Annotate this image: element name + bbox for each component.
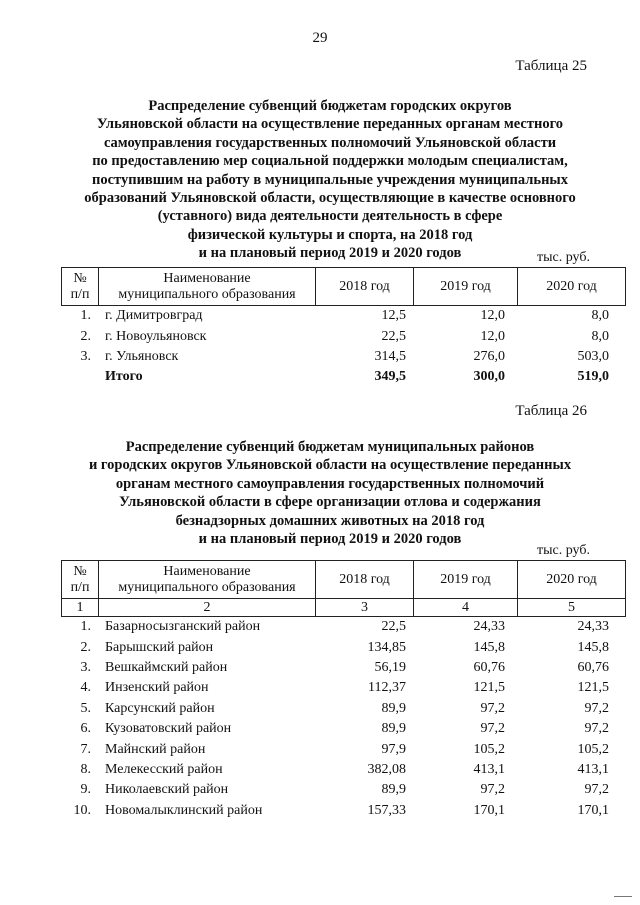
header-name-line2: муниципального образования bbox=[118, 579, 296, 595]
row-number: 4. bbox=[80, 680, 91, 696]
value-2018: 314,5 bbox=[374, 348, 406, 364]
value-2018: 89,9 bbox=[381, 782, 406, 798]
title-line: самоуправления государственных полномочий Ульяновской области bbox=[103, 134, 557, 151]
row-name: Вешкаймский район bbox=[105, 659, 228, 675]
value-2018: 97,9 bbox=[381, 741, 406, 757]
row-number: 8. bbox=[80, 761, 91, 777]
table-row bbox=[61, 699, 626, 719]
title-line: физической культуры и спорта, на 2018 год bbox=[187, 226, 473, 243]
row-name: Николаевский район bbox=[105, 782, 229, 798]
table-row bbox=[61, 658, 626, 678]
title-line: по предоставлению мер социальной поддержки молодым специалистам, bbox=[92, 153, 568, 170]
title-line: и городских округов Ульяновской области на осуществление переданных bbox=[88, 457, 572, 474]
value-2019: 105,2 bbox=[473, 741, 505, 757]
row-number: 9. bbox=[80, 782, 91, 798]
header-number-line1: № bbox=[73, 563, 87, 579]
row-number: 2. bbox=[80, 639, 91, 655]
header-number-cell bbox=[62, 561, 99, 599]
table-row bbox=[61, 780, 626, 800]
header-name-line1: Наименование bbox=[163, 270, 251, 286]
value-2018: 112,37 bbox=[368, 680, 406, 696]
header-name-line1: Наименование bbox=[163, 563, 251, 579]
column-number: 2 bbox=[99, 599, 316, 617]
total-number bbox=[61, 367, 97, 387]
row-number: 2. bbox=[80, 328, 91, 344]
total-2018: 349,5 bbox=[374, 369, 406, 385]
row-number: 1. bbox=[80, 619, 91, 635]
value-2018: 22,5 bbox=[381, 328, 406, 344]
header-name-cell bbox=[99, 561, 316, 599]
title-line: образований Ульяновской области, осуществляющие в качестве основного bbox=[84, 190, 576, 207]
column-number: 4 bbox=[414, 599, 518, 617]
value-2019: 60,76 bbox=[473, 659, 505, 675]
table-row bbox=[61, 306, 626, 326]
value-2020: 145,8 bbox=[577, 639, 609, 655]
header-2020: 2020 год bbox=[518, 268, 626, 306]
table-row bbox=[61, 637, 626, 657]
header-number-cell bbox=[62, 268, 99, 306]
table-25-body bbox=[61, 306, 626, 388]
value-2018: 134,85 bbox=[367, 639, 406, 655]
row-name: Инзенский район bbox=[105, 680, 209, 696]
row-name: Барышский район bbox=[105, 639, 214, 655]
value-2020: 97,2 bbox=[584, 782, 609, 798]
row-name: г. Ульяновск bbox=[105, 348, 179, 364]
value-2018: 157,33 bbox=[367, 802, 406, 818]
row-name: Карсунский район bbox=[105, 700, 215, 716]
row-name: Базарносызганский район bbox=[105, 619, 261, 635]
value-2018: 89,9 bbox=[381, 721, 406, 737]
total-2020: 519,0 bbox=[577, 369, 609, 385]
table-25-header bbox=[61, 267, 626, 306]
row-name: Мелекесский район bbox=[105, 761, 223, 777]
title-line: Распределение субвенций бюджетам городских округов bbox=[148, 98, 512, 114]
value-2018: 89,9 bbox=[381, 700, 406, 716]
value-2019: 24,33 bbox=[473, 619, 505, 635]
column-number: 5 bbox=[518, 599, 626, 617]
table-25-label: Таблица 25 bbox=[515, 58, 587, 74]
value-2020: 105,2 bbox=[577, 741, 609, 757]
value-2018: 382,08 bbox=[367, 761, 406, 777]
header-name-cell bbox=[99, 268, 316, 306]
table-row bbox=[61, 719, 626, 739]
row-number: 5. bbox=[80, 700, 91, 716]
value-2020: 413,1 bbox=[577, 761, 609, 777]
table-row bbox=[61, 347, 626, 367]
title-line: поступившим на работу в муниципальные учреждения муниципальных bbox=[92, 171, 568, 188]
value-2019: 12,0 bbox=[480, 328, 505, 344]
table-26-body bbox=[61, 617, 626, 821]
table-row bbox=[61, 678, 626, 698]
row-number: 10. bbox=[73, 802, 91, 818]
value-2020: 170,1 bbox=[577, 802, 609, 818]
header-number-line2: п/п bbox=[70, 579, 90, 595]
table-row bbox=[61, 739, 626, 759]
row-name: Кузоватовский район bbox=[105, 721, 232, 737]
table-26-label: Таблица 26 bbox=[515, 403, 587, 419]
value-2020: 503,0 bbox=[577, 348, 609, 364]
value-2018: 56,19 bbox=[374, 659, 406, 675]
title-line: (уставного) вида деятельности деятельность в сфере bbox=[157, 208, 503, 225]
table-25-unit: тыс. руб. bbox=[537, 250, 590, 265]
column-numbers-row bbox=[62, 599, 626, 617]
value-2020: 97,2 bbox=[584, 721, 609, 737]
header-number-line1: № bbox=[73, 270, 87, 286]
value-2020: 60,76 bbox=[577, 659, 609, 675]
table-26-header bbox=[61, 560, 626, 617]
row-name: г. Новоульяновск bbox=[105, 328, 207, 344]
table-row bbox=[61, 760, 626, 780]
header-2019: 2019 год bbox=[414, 268, 518, 306]
row-number: 1. bbox=[80, 308, 91, 324]
value-2019: 413,1 bbox=[473, 761, 505, 777]
title-line: органам местного самоуправления государственных полномочий bbox=[115, 475, 545, 492]
row-number: 6. bbox=[80, 721, 91, 737]
header-number-line2: п/п bbox=[70, 286, 90, 302]
title-line: Ульяновской области на осуществление переданных органам местного bbox=[96, 116, 564, 133]
value-2019: 12,0 bbox=[480, 308, 505, 324]
title-line: и на плановый период 2019 и 2020 годов bbox=[198, 245, 462, 262]
table-26-unit: тыс. руб. bbox=[537, 543, 590, 558]
title-line: Распределение субвенций бюджетам муниципальных районов bbox=[125, 439, 535, 455]
value-2020: 97,2 bbox=[584, 700, 609, 716]
value-2019: 97,2 bbox=[480, 700, 505, 716]
title-line: Ульяновской области в сфере организации отлова и содержания bbox=[119, 494, 541, 511]
value-2018: 12,5 bbox=[381, 308, 406, 324]
value-2019: 97,2 bbox=[480, 721, 505, 737]
header-2020: 2020 год bbox=[518, 561, 626, 599]
value-2020: 8,0 bbox=[591, 328, 609, 344]
value-2020: 121,5 bbox=[577, 680, 609, 696]
value-2019: 145,8 bbox=[473, 639, 505, 655]
row-number: 7. bbox=[80, 741, 91, 757]
table-row bbox=[61, 617, 626, 637]
total-label: Итого bbox=[105, 369, 143, 385]
value-2020: 24,33 bbox=[577, 619, 609, 635]
column-number: 3 bbox=[316, 599, 414, 617]
header-2019: 2019 год bbox=[414, 561, 518, 599]
value-2019: 121,5 bbox=[473, 680, 505, 696]
header-2018: 2018 год bbox=[316, 561, 414, 599]
table-row bbox=[61, 326, 626, 346]
scan-mark bbox=[614, 896, 632, 897]
row-number: 3. bbox=[80, 348, 91, 364]
row-name: г. Димитровград bbox=[105, 308, 203, 324]
table-26-title bbox=[60, 438, 600, 548]
header-name-line2: муниципального образования bbox=[118, 286, 296, 302]
value-2019: 276,0 bbox=[473, 348, 505, 364]
header-2018: 2018 год bbox=[316, 268, 414, 306]
value-2019: 170,1 bbox=[473, 802, 505, 818]
value-2020: 8,0 bbox=[591, 308, 609, 324]
title-line: и на плановый период 2019 и 2020 годов bbox=[198, 531, 462, 548]
page-number: 29 bbox=[312, 30, 328, 46]
title-line: безнадзорных домашних животных на 2018 год bbox=[175, 512, 485, 529]
row-name: Новомалыклинский район bbox=[105, 802, 263, 818]
row-number: 3. bbox=[80, 659, 91, 675]
value-2019: 97,2 bbox=[480, 782, 505, 798]
table-25-title bbox=[60, 97, 600, 263]
total-row bbox=[61, 367, 626, 387]
total-2019: 300,0 bbox=[473, 369, 505, 385]
value-2018: 22,5 bbox=[381, 619, 406, 635]
column-number: 1 bbox=[62, 599, 99, 617]
table-row bbox=[61, 801, 626, 821]
row-name: Майнский район bbox=[105, 741, 206, 757]
